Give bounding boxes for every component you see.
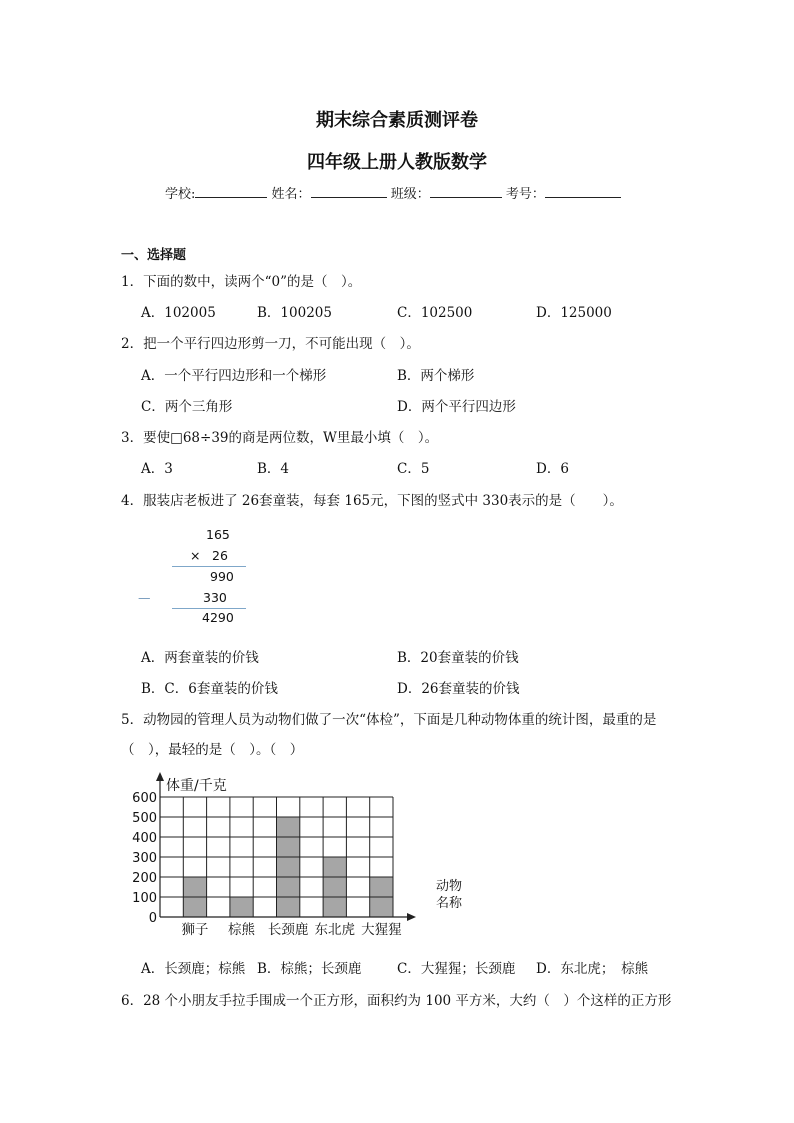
exam-number-label: 考号： [505, 187, 545, 202]
partial-product-1: 990 [210, 569, 234, 584]
y-tick-label: 600 [132, 791, 157, 806]
y-axis-label: 体重/千克 [166, 778, 227, 794]
weight-bar-chart [120, 768, 480, 940]
x-category-label: 大猩猩 [361, 922, 402, 938]
question-5-stem-line1: 5．动物园的管理人员为动物们做了一次“体检”，下面是几种动物体重的统计图，最重的是 [121, 712, 657, 728]
multiply-sign: × [190, 548, 201, 563]
q4-option-c[interactable]: B．C．6套童装的价钱 [141, 681, 278, 697]
q3-option-d[interactable]: D．6 [536, 461, 569, 477]
school-label: 学校: [165, 187, 196, 202]
q1-option-d[interactable]: D．125000 [536, 305, 612, 321]
section-title: 一、选择题 [121, 248, 187, 263]
q1-option-b[interactable]: B．100205 [257, 305, 332, 321]
q3-option-c[interactable]: C．5 [397, 461, 430, 477]
class-field[interactable] [430, 183, 502, 198]
q5-option-b[interactable]: B．棕熊；长颈鹿 [257, 961, 362, 977]
q1-option-c[interactable]: C．102500 [397, 305, 473, 321]
exam-subtitle: 四年级上册人教版数学 [307, 152, 487, 173]
q4-option-d[interactable]: D．26套童装的价钱 [397, 681, 520, 697]
bar-东北虎 [323, 857, 346, 917]
partial-product-2: 330 [203, 590, 227, 605]
question-1-stem: 1．下面的数中，读两个“0”的是（ ）。 [121, 274, 362, 290]
exam-title: 期末综合素质测评卷 [316, 110, 478, 131]
q2-option-c[interactable]: C．两个三角形 [141, 399, 233, 415]
q2-option-b[interactable]: B．两个梯形 [397, 368, 475, 384]
x-category-label: 狮子 [181, 922, 209, 938]
question-6-stem: 6．28 个小朋友手拉手围成一个正方形，面积约为 100 平方米，大约（ ）个这样的正方形 [121, 993, 672, 1009]
y-tick-label: 200 [132, 871, 157, 886]
question-5-stem-line2: （ ），最轻的是（ ）。（ ） [121, 742, 304, 758]
product-result: 4290 [202, 610, 234, 625]
calc-line-1 [172, 566, 246, 567]
question-3-stem: 3．要使□68÷39的商是两位数，W里最小填（ ）。 [121, 430, 439, 446]
bar-长颈鹿 [277, 817, 300, 917]
x-category-label: 东北虎 [314, 922, 355, 938]
x-axis-label-line1: 动物 [436, 879, 463, 894]
question-4-stem: 4．服装店老板进了 26套童装，每套 165元，下图的竖式中 330表示的是（ ）。 [121, 493, 623, 509]
multiplier: 26 [212, 548, 228, 563]
q3-option-a[interactable]: A．3 [141, 461, 173, 477]
q5-option-d[interactable]: D．东北虎； 棕熊 [536, 961, 649, 977]
name-field[interactable] [311, 183, 387, 198]
x-axis-arrow [407, 913, 416, 921]
q1-option-a[interactable]: A．102005 [141, 305, 216, 321]
y-tick-label: 500 [132, 811, 157, 826]
exam-number-field[interactable] [545, 183, 621, 198]
y-tick-label: 0 [148, 911, 157, 926]
x-category-label: 长颈鹿 [267, 922, 309, 938]
x-category-label: 棕熊 [228, 922, 256, 938]
class-label: 班级： [390, 187, 430, 202]
y-tick-label: 300 [132, 851, 157, 866]
x-axis-label-line2: 名称 [436, 896, 463, 911]
student-info-row [165, 183, 621, 202]
q3-option-b[interactable]: B．4 [257, 461, 290, 477]
q2-option-d[interactable]: D．两个平行四边形 [397, 399, 516, 415]
calc-line-2 [172, 608, 246, 609]
y-tick-label: 100 [132, 891, 157, 906]
arrow-pointer: — [138, 590, 151, 605]
q4-option-a[interactable]: A．两套童装的价钱 [141, 650, 259, 666]
multiplicand: 165 [206, 527, 230, 542]
bar-棕熊 [230, 897, 253, 917]
school-field[interactable] [195, 183, 267, 198]
q2-option-a[interactable]: A．一个平行四边形和一个梯形 [141, 368, 327, 384]
name-label: 姓名： [271, 187, 311, 202]
question-2-stem: 2．把一个平行四边形剪一刀，不可能出现（ ）。 [121, 336, 420, 352]
q5-option-c[interactable]: C．大猩猩；长颈鹿 [397, 961, 516, 977]
y-axis-arrow [156, 772, 164, 781]
y-tick-label: 400 [132, 831, 157, 846]
q5-option-a[interactable]: A．长颈鹿；棕熊 [141, 961, 246, 977]
q4-option-b[interactable]: B．20套童装的价钱 [397, 650, 519, 666]
